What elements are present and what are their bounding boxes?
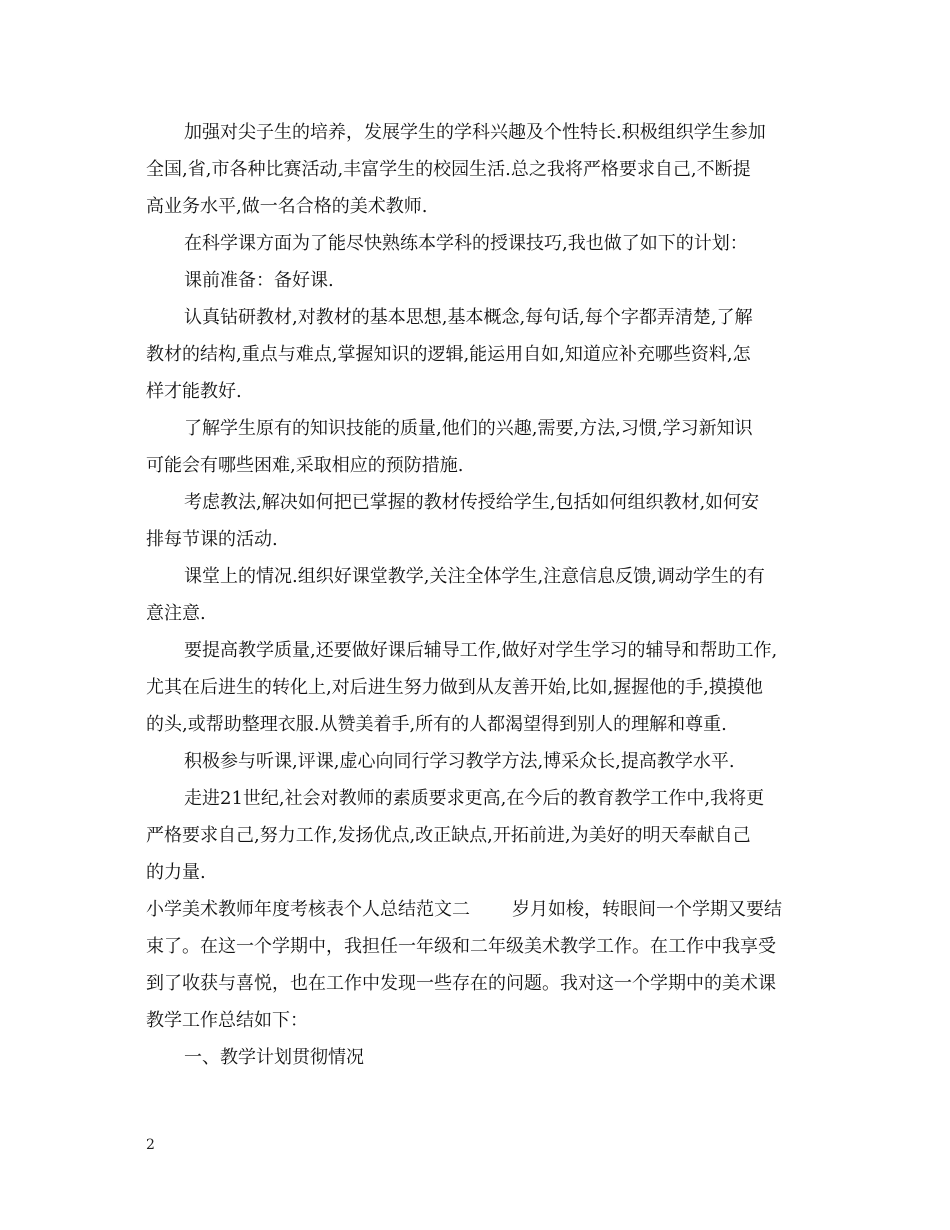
paragraph-line: 了解学生原有的知识技能的质量,他们的兴趣,需要,方法,习惯,学习新知识 (184, 418, 753, 439)
page-number: 2 (146, 1137, 155, 1153)
paragraph-line: 要提高教学质量,还要做好课后辅导工作,做好对学生学习的辅导和帮助工作, (184, 640, 778, 661)
paragraph-line: 课前准备：备好课. (184, 270, 334, 291)
paragraph-line: 的头,或帮助整理衣服.从赞美着手,所有的人都渴望得到别人的理解和尊重. (146, 714, 727, 735)
paragraph-line: 排每节课的活动. (146, 529, 278, 550)
section-heading: 一、教学计划贯彻情况 (184, 1047, 364, 1068)
paragraph-line: 束了。在这一个学期中，我担任一年级和二年级美术教学工作。在工作中我享受 (146, 936, 776, 957)
paragraph-line: 严格要求自己,努力工作,发扬优点,改正缺点,开拓前进,为美好的明天奉献自己 (146, 825, 751, 846)
paragraph-line: 全国,省,市各种比赛活动,丰富学生的校园生活.总之我将严格要求自己,不断提 (146, 159, 751, 180)
paragraph-line: 认真钻研教材,对教材的基本思想,基本概念,每句话,每个字都弄清楚,了解 (184, 307, 753, 328)
paragraph-line: 教学工作总结如下： (146, 1010, 308, 1031)
paragraph-line: 意注意. (146, 603, 206, 624)
paragraph-line: 尤其在后进生的转化上,对后进生努力做到从友善开始,比如,握握他的手,摸摸他 (146, 677, 763, 698)
paragraph-line: 走进21世纪,社会对教师的素质要求更高,在今后的教育教学工作中,我将更 (184, 788, 765, 809)
paragraph-line: 到了收获与喜悦，也在工作中发现一些存在的问题。我对这一个学期中的美术课 (146, 973, 776, 994)
paragraph-line: 高业务水平,做一名合格的美术教师. (146, 196, 428, 217)
paragraph-line: 在科学课方面为了能尽快熟练本学科的授课技巧,我也做了如下的计划： (184, 233, 748, 254)
section-title: 小学美术教师年度考核表个人总结范文二 (146, 899, 470, 920)
document-body (146, 114, 806, 1076)
paragraph-line: 的力量. (146, 862, 206, 883)
paragraph-line: 课堂上的情况.组织好课堂教学,关注全体学生,注意信息反馈,调动学生的有 (184, 566, 765, 587)
paragraph-line: 教材的结构,重点与难点,掌握知识的逻辑,能运用自如,知道应补充哪些资料,怎 (146, 344, 751, 365)
section-title-line (146, 891, 806, 928)
paragraph-line: 积极参与听课,评课,虚心向同行学习教学方法,博采众长,提高教学水平. (184, 751, 735, 772)
paragraph-line: 加强对尖子生的培养，发展学生的学科兴趣及个性特长.积极组织学生参加 (184, 122, 766, 143)
section-first-line: 岁月如梭，转眼间一个学期又要结 (512, 899, 782, 920)
paragraph-line: 可能会有哪些困难,采取相应的预防措施. (146, 455, 464, 476)
paragraph-line: 样才能教好. (146, 381, 242, 402)
paragraph-line: 考虑教法,解决如何把已掌握的教材传授给学生,包括如何组织教材,如何安 (184, 492, 760, 513)
